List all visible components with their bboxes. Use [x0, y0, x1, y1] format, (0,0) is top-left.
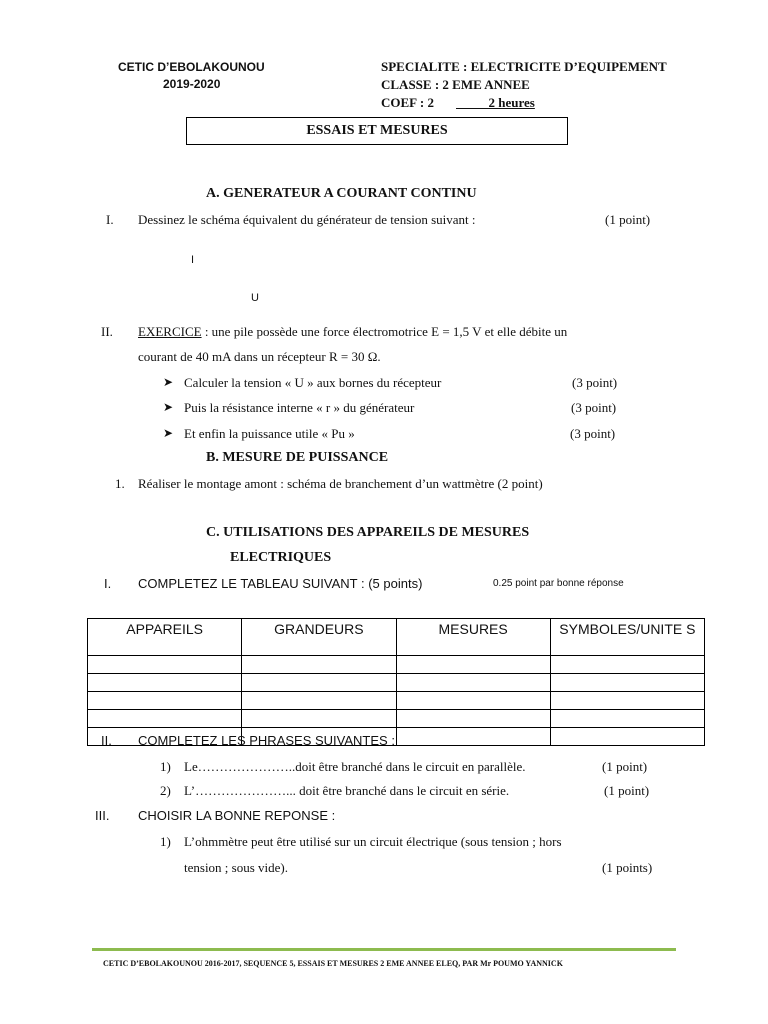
exercice-label: EXERCICE [138, 324, 202, 339]
table-cell[interactable] [550, 710, 704, 728]
table-cell[interactable] [396, 710, 550, 728]
section-a-heading: A. GENERATEUR A COURANT CONTINU [206, 186, 477, 201]
q-c3-item-number: 1) [160, 834, 171, 849]
bullet-2-text: Puis la résistance interne « r » du générateur [184, 400, 415, 415]
table-cell[interactable] [242, 656, 396, 674]
q-c3-item-line2: tension ; sous vide). [184, 860, 288, 875]
q-a1-text: Dessinez le schéma équivalent du générateur de tension suivant : [138, 212, 476, 227]
q-c2-item2-points: (1 point) [604, 783, 650, 798]
table-row [88, 692, 705, 710]
q-c3-item-line1: L’ohmmètre peut être utilisé sur un circuit électrique (sous tension ; hors [184, 834, 562, 849]
table-row [88, 674, 705, 692]
q-b1-text: Réaliser le montage amont : schéma de branchement d’un wattmètre (2 point) [138, 476, 543, 491]
bullet-3-text: Et enfin la puissance utile « Pu » [184, 426, 355, 441]
q-c2-item2-number: 2) [160, 783, 171, 798]
section-c-heading: C. UTILISATIONS DES APPAREILS DE MESURES [206, 525, 530, 540]
q-c2-item1-text: Le…………………..doit être branché dans le circuit en parallèle. [184, 759, 526, 774]
table-row [88, 656, 705, 674]
bullet-2-points: (3 point) [571, 400, 617, 415]
current-label: I [191, 254, 195, 266]
q-a1-number: I. [106, 212, 114, 227]
q-c2-number: II. [101, 733, 112, 748]
q-c3-number: III. [95, 808, 110, 823]
page-title: ESSAIS ET MESURES [306, 123, 448, 138]
q-c1-text: COMPLETEZ LE TABLEAU SUIVANT : (5 points) [138, 576, 423, 591]
table-header: GRANDEURS [242, 619, 396, 656]
q-c3-item-points: (1 points) [602, 860, 653, 875]
table-cell[interactable] [550, 728, 704, 746]
table-cell[interactable] [396, 728, 550, 746]
table-cell[interactable] [88, 710, 242, 728]
bullet-arrow-icon: ➤ [163, 375, 174, 389]
duree: 2 heures [488, 95, 535, 110]
footer-rule [92, 948, 676, 951]
table-cell[interactable] [88, 656, 242, 674]
table-header: SYMBOLES/UNITE S [550, 619, 704, 656]
q-a2-number: II. [101, 324, 113, 339]
q-c1-note: 0.25 point par bonne réponse [493, 578, 624, 589]
table-cell[interactable] [242, 674, 396, 692]
q-c2-item1-points: (1 point) [602, 759, 648, 774]
bullet-arrow-icon: ➤ [163, 426, 174, 440]
table-cell[interactable] [396, 674, 550, 692]
section-b-heading: B. MESURE DE PUISSANCE [206, 450, 389, 465]
q-c2-text: COMPLETEZ LES PHRASES SUIVANTES : [138, 733, 395, 748]
q-c3-text: CHOISIR LA BONNE REPONSE : [138, 808, 336, 823]
q-b1-number: 1. [115, 476, 125, 491]
table-cell[interactable] [88, 692, 242, 710]
q-c2-item1-number: 1) [160, 759, 171, 774]
q-c1-number: I. [104, 576, 112, 591]
q-a2-line2: courant de 40 mA dans un récepteur R = 30 Ω. [138, 349, 381, 364]
classe: CLASSE : 2 EME ANNEE [381, 77, 530, 92]
table-cell[interactable] [550, 656, 704, 674]
table-cell[interactable] [550, 674, 704, 692]
q-a2-line1: EXERCICE : une pile possède une force électromotrice E = 1,5 V et elle débite un [138, 324, 568, 339]
bullet-arrow-icon: ➤ [163, 400, 174, 414]
coef: COEF : 2 [381, 95, 434, 110]
school-name: CETIC D’EBOLAKOUNOU [118, 60, 265, 74]
table-header: APPAREILS [88, 619, 242, 656]
q-a1-points: (1 point) [605, 212, 651, 227]
specialite: SPECIALITE : ELECTRICITE D’EQUIPEMENT [381, 59, 667, 74]
table-header: MESURES [396, 619, 550, 656]
table-row [88, 710, 705, 728]
school-year: 2019-2020 [163, 77, 221, 91]
q-c2-item2-text: L’…………………... doit être branché dans le circuit en série. [184, 783, 510, 798]
table-cell[interactable] [242, 692, 396, 710]
table-cell[interactable] [242, 710, 396, 728]
table-header-row [88, 619, 705, 656]
table-cell[interactable] [550, 692, 704, 710]
bullet-1-points: (3 point) [572, 375, 618, 390]
section-c-heading-cont: ELECTRIQUES [230, 550, 332, 565]
title-box [186, 117, 568, 145]
table-cell[interactable] [88, 674, 242, 692]
table-cell[interactable] [396, 692, 550, 710]
voltage-label: U [251, 292, 259, 304]
footer-text: CETIC D’EBOLAKOUNOU 2016-2017, SEQUENCE 5, ESSAIS ET MESURES 2 EME ANNEE ELEQ, PAR Mr POUMO YANNICK [103, 959, 563, 968]
bullet-3-points: (3 point) [570, 426, 616, 441]
bullet-1-text: Calculer la tension « U » aux bornes du récepteur [184, 375, 442, 390]
answer-table [87, 618, 705, 746]
table-cell[interactable] [396, 656, 550, 674]
